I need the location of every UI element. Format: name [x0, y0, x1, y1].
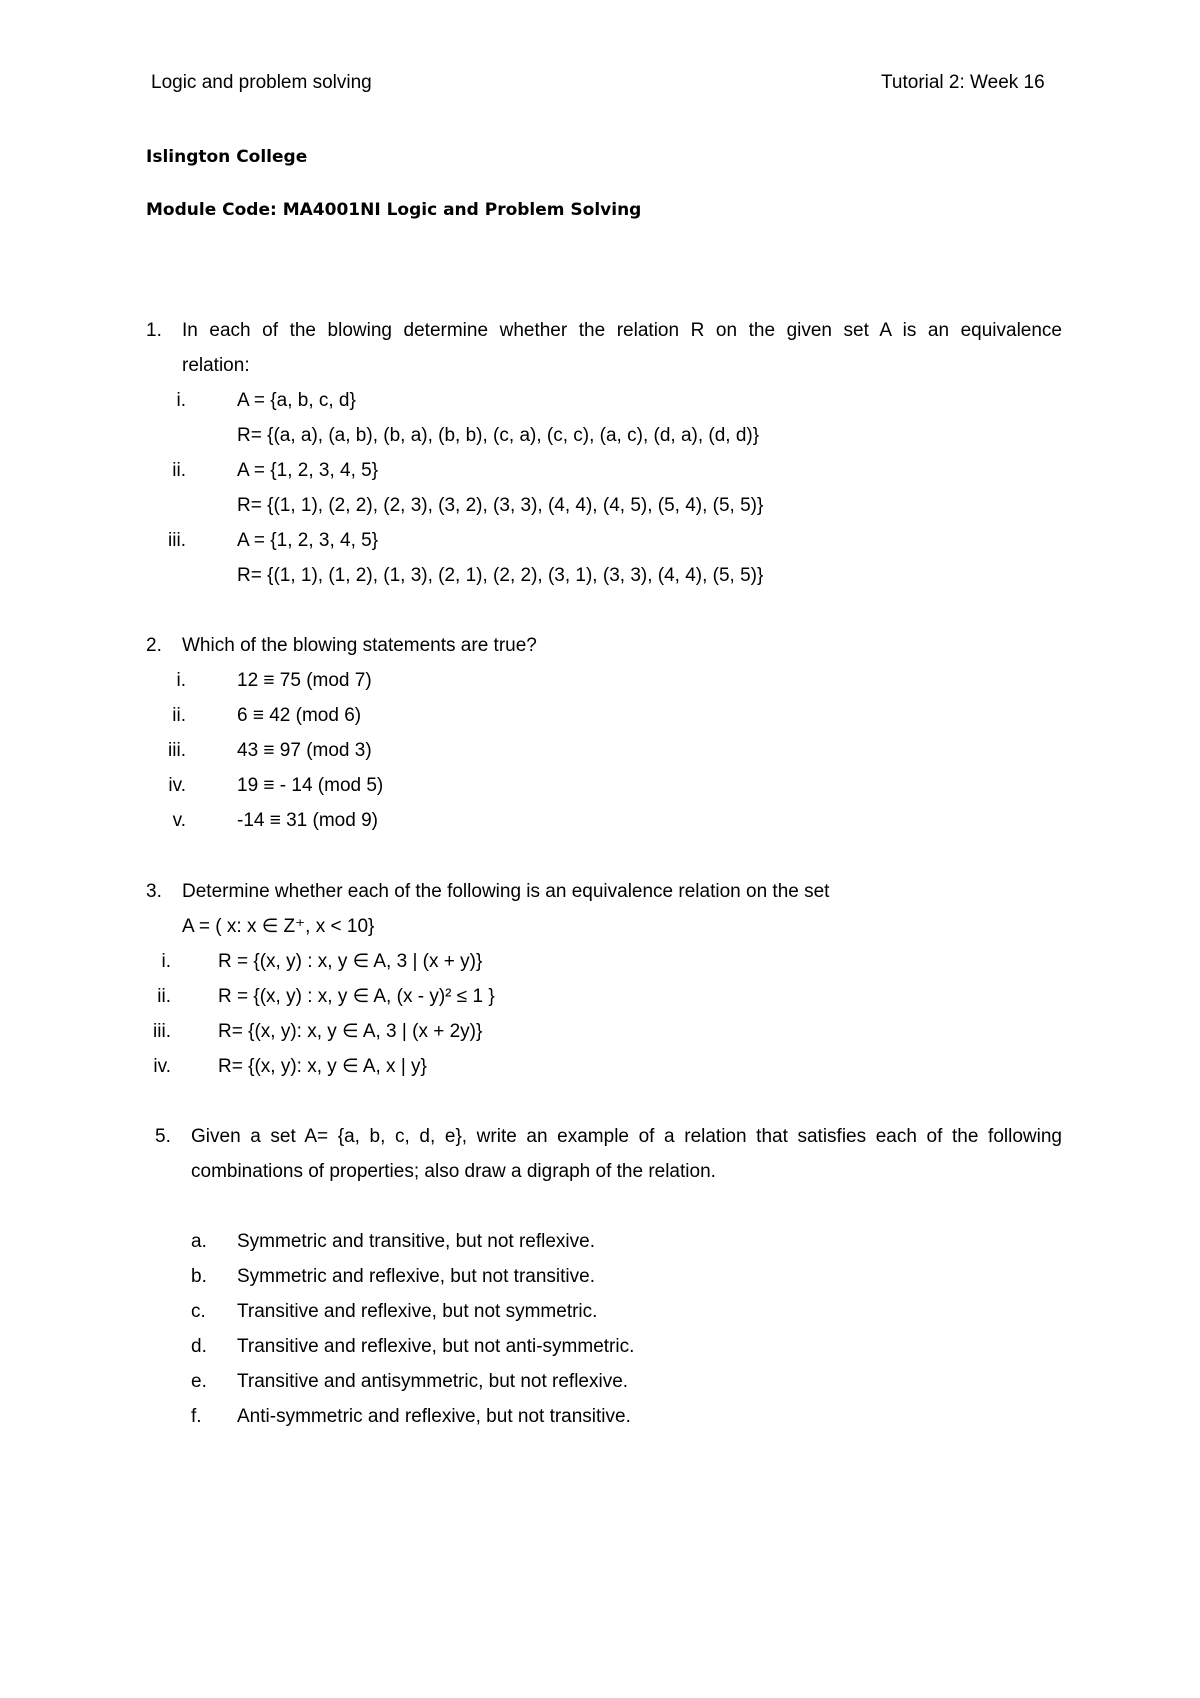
item-text: R= {(x, y): x, y ∈ A, 3 | (x + 2y)}: [218, 1021, 483, 1042]
item-numeral: i.: [161, 951, 171, 972]
question-3: [146, 874, 1060, 1084]
item-set: A = {1, 2, 3, 4, 5}: [237, 460, 379, 481]
item-text: 43 ≡ 97 (mod 3): [237, 740, 372, 761]
item-text: R= {(x, y): x, y ∈ A, x | y}: [218, 1056, 427, 1077]
item-text: 6 ≡ 42 (mod 6): [237, 705, 362, 726]
question-1-text-line1: In each of the blowing determine whether the relation R on the given set A is an equivalence: [182, 320, 1062, 341]
list-item: [146, 944, 1060, 979]
module-code: Module Code: MA4001NI Logic and Problem Solving: [146, 200, 642, 220]
item-text: Transitive and reflexive, but not symmetric.: [237, 1301, 598, 1322]
item-text: Transitive and reflexive, but not anti-symmetric.: [237, 1336, 635, 1357]
item-text: Symmetric and transitive, but not reflexive.: [237, 1231, 595, 1252]
item-numeral: v.: [172, 810, 186, 831]
list-item: [146, 1224, 1060, 1259]
question-number: 3.: [146, 881, 162, 902]
item-set: A = {1, 2, 3, 4, 5}: [237, 530, 379, 551]
item-text: 19 ≡ - 14 (mod 5): [237, 775, 384, 796]
item-numeral: ii.: [157, 986, 171, 1007]
item-relation: R= {(a, a), (a, b), (b, a), (b, b), (c, a), (c, c), (a, c), (d, a), (d, d)}: [237, 425, 760, 446]
item-relation: R= {(1, 1), (1, 2), (1, 3), (2, 1), (2, 2), (3, 1), (3, 3), (4, 4), (5, 5)}: [237, 565, 764, 586]
list-item: [146, 663, 1060, 698]
list-item: [146, 1329, 1060, 1364]
item-numeral: iii.: [153, 1021, 171, 1042]
item-text: 12 ≡ 75 (mod 7): [237, 670, 372, 691]
college-name: Islington College: [146, 147, 308, 167]
question-1-line: [146, 313, 1060, 348]
item-numeral: iv.: [153, 1056, 171, 1077]
list-item: [146, 803, 1060, 838]
item-numeral: ii.: [172, 460, 186, 481]
list-item: [146, 733, 1060, 768]
item-letter: b.: [191, 1266, 207, 1287]
list-item: [146, 1049, 1060, 1084]
question-number: 5.: [155, 1126, 171, 1147]
list-item: [146, 979, 1060, 1014]
list-item: [146, 768, 1060, 803]
item-text: R = {(x, y) : x, y ∈ A, (x - y)² ≤ 1 }: [218, 986, 495, 1007]
item-letter: a.: [191, 1231, 207, 1252]
item-numeral: i.: [176, 390, 186, 411]
list-item: [146, 1364, 1060, 1399]
item-numeral: iii.: [168, 530, 186, 551]
item-letter: d.: [191, 1336, 207, 1357]
question-2: [146, 628, 1060, 838]
item-numeral: ii.: [172, 705, 186, 726]
question-number: 2.: [146, 635, 162, 656]
list-item: [146, 383, 1060, 418]
list-item: [146, 523, 1060, 558]
question-2-text: Which of the blowing statements are true?: [182, 635, 537, 656]
header-left: Logic and problem solving: [151, 72, 372, 93]
question-5-text-line2: combinations of properties; also draw a digraph of the relation.: [191, 1161, 716, 1182]
question-5: [146, 1119, 1060, 1434]
list-item: [146, 1014, 1060, 1049]
item-numeral: iv.: [168, 775, 186, 796]
item-text: Anti-symmetric and reflexive, but not transitive.: [237, 1406, 631, 1427]
item-relation: R= {(1, 1), (2, 2), (2, 3), (3, 2), (3, 3), (4, 4), (4, 5), (5, 4), (5, 5)}: [237, 495, 764, 516]
item-letter: c.: [191, 1301, 206, 1322]
item-text: -14 ≡ 31 (mod 9): [237, 810, 378, 831]
item-numeral: i.: [176, 670, 186, 691]
item-numeral: iii.: [168, 740, 186, 761]
question-1-text-line2: relation:: [182, 355, 250, 376]
item-letter: f.: [191, 1406, 202, 1427]
question-1: [146, 313, 1060, 593]
item-letter: e.: [191, 1371, 207, 1392]
item-text: Transitive and antisymmetric, but not reflexive.: [237, 1371, 629, 1392]
list-item: [146, 1294, 1060, 1329]
item-text: R = {(x, y) : x, y ∈ A, 3 | (x + y)}: [218, 951, 483, 972]
item-text: Symmetric and reflexive, but not transitive.: [237, 1266, 595, 1287]
question-3-set: A = ( x: x ∈ Z⁺, x < 10}: [182, 916, 375, 937]
list-item: [146, 1399, 1060, 1434]
question-number: 1.: [146, 320, 162, 341]
item-set: A = {a, b, c, d}: [237, 390, 356, 411]
header-right: Tutorial 2: Week 16: [881, 72, 1045, 93]
question-3-text: Determine whether each of the following is an equivalence relation on the set: [182, 881, 830, 902]
list-item: [146, 698, 1060, 733]
list-item: [146, 1259, 1060, 1294]
question-5-text-line1: Given a set A= {a, b, c, d, e}, write an example of a relation that satisfies each of the following: [191, 1126, 1062, 1147]
list-item: [146, 453, 1060, 488]
